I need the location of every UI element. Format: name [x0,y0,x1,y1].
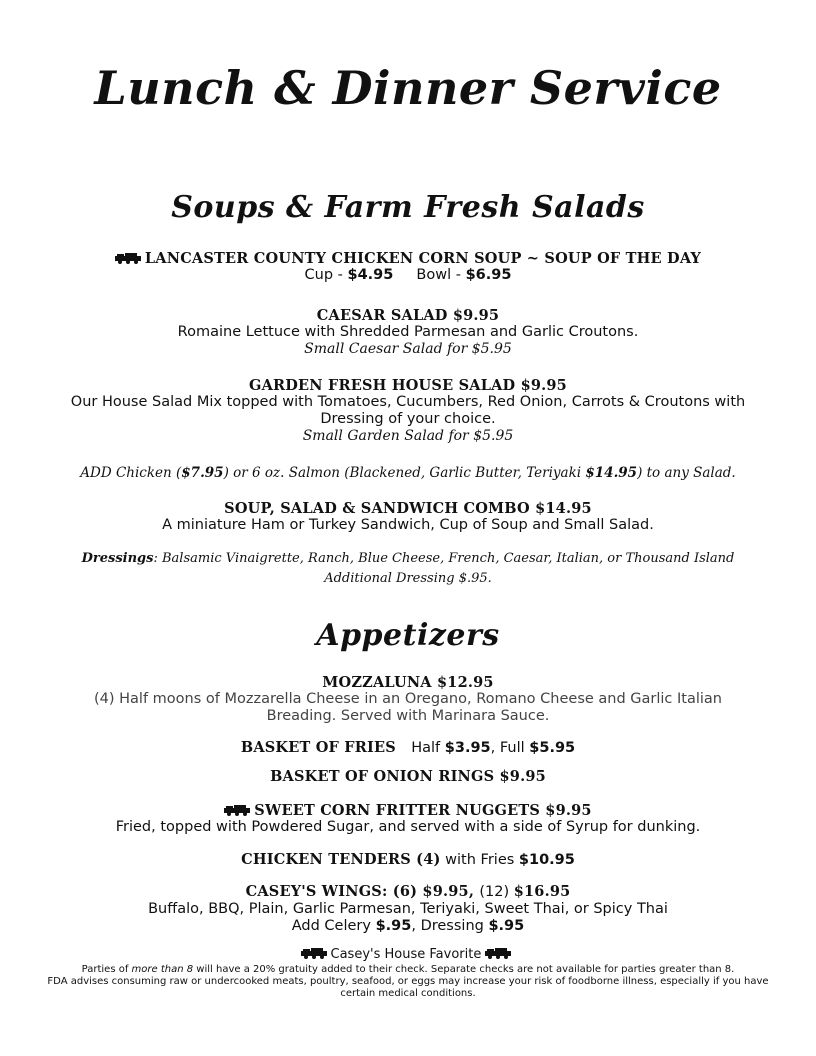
with-fries: with Fries [440,852,519,868]
item-name: BASKET OF FRIES [240,739,396,756]
train-caboose-icon [115,253,141,264]
bowl-price: $6.95 [465,267,512,283]
add-on-text-mid: ) or 6 oz. Salmon (Blackened, Garlic Butter, Teriyaki [223,465,586,481]
item-name: CAESAR SALAD $9.95 [316,307,500,324]
large-price: $16.95 [513,883,571,900]
small-portion: Small Garden Salad for $5.95 [302,428,514,444]
menu-item-fries [40,737,776,757]
full-price: $5.95 [529,740,576,756]
additional-dressing: Additional Dressing $.95. [324,571,492,586]
item-name: MOZZALUNA $12.95 [322,674,494,691]
item-name: CHICKEN TENDERS (4) [241,851,441,868]
legend-text: Casey's House Favorite [330,947,482,962]
party-gratuity-notice [30,964,786,976]
menu-item-corn-fritter [40,802,776,836]
cup-label: Cup - [304,267,348,283]
menu-item-caesar-salad [40,307,776,358]
dressings-label: Dressings [81,551,154,566]
fda-advisory: FDA advises consuming raw or undercooked meats, poultry, seafood, or eggs may increase your risk of foodborne illness, especially if you have certain medical conditions. [47,976,769,999]
menu-item-garden-salad [40,377,776,445]
menu-item-chicken-tenders [40,849,776,869]
half-price: $3.95 [444,740,491,756]
item-description: Romaine Lettuce with Shredded Parmesan and Garlic Croutons. [177,324,639,340]
soups-salads-heading: Soups & Farm Fresh Salads [171,190,645,225]
train-caboose-icon [485,948,511,959]
menu-item-combo [40,500,776,534]
large-size: (12) [479,884,514,900]
item-description: A miniature Ham or Turkey Sandwich, Cup of Soup and Small Salad. [162,517,654,533]
full-label: , Full [490,740,530,756]
item-description: Buffalo, BBQ, Plain, Garlic Parmesan, Teriyaki, Sweet Thai, or Spicy Thai [148,901,668,917]
house-favorite-legend [0,947,816,963]
notice-text: Parties of [81,964,132,975]
add-on-text-end: ) to any Salad. [637,465,736,481]
salad-add-on [40,465,776,482]
item-description: (4) Half moons of Mozzarella Cheese in an Oregano, Romano Cheese and Garlic Italian [94,691,722,707]
salmon-price: $14.95 [585,465,638,481]
celery-price: $.95 [375,918,412,934]
menu-item-wings [40,881,776,935]
item-name: CASEY'S WINGS: (6) $9.95, [245,883,480,900]
train-caboose-icon [224,805,250,816]
page-title: Lunch & Dinner Service [94,61,722,115]
appetizers-heading: Appetizers [316,618,500,653]
notice-text-end: will have a 20% gratuity added to their check. Separate checks are not available for parties greater than 8. [193,964,735,975]
item-description-cont: Dressing of your choice. [320,411,496,427]
dressing-label: , Dressing [411,918,489,934]
item-description: Fried, topped with Powdered Sugar, and served with a side of Syrup for dunking. [115,819,701,835]
dressings-options: : Balsamic Vinaigrette, Ranch, Blue Cheese, French, Caesar, Italian, or Thousand Island [153,551,735,566]
item-name: LANCASTER COUNTY CHICKEN CORN SOUP ~ SOUP OF THE DAY [144,250,702,267]
notice-emphasis: more than 8 [131,964,194,975]
item-description: Our House Salad Mix topped with Tomatoes, Cucumbers, Red Onion, Carrots & Croutons with [70,394,746,410]
item-name: BASKET OF ONION RINGS $9.95 [270,768,546,785]
item-description-cont: Breading. Served with Marinara Sauce. [266,708,550,724]
item-name: SWEET CORN FRITTER NUGGETS $9.95 [254,802,592,819]
celery-label: Add Celery [291,918,376,934]
item-price: $10.95 [518,852,575,868]
dressing-price: $.95 [488,918,525,934]
item-name: GARDEN FRESH HOUSE SALAD $9.95 [249,377,567,394]
half-label: Half [411,740,445,756]
train-caboose-icon [301,948,327,959]
dressings-list [40,549,776,589]
small-portion: Small Caesar Salad for $5.95 [304,341,512,357]
menu-item-chicken-corn-soup [40,250,776,284]
menu-item-mozzaluna [40,674,776,725]
cup-price: $4.95 [347,267,394,283]
menu-item-onion-rings [40,768,776,785]
item-name: SOUP, SALAD & SANDWICH COMBO $14.95 [224,500,592,517]
add-on-text: ADD Chicken ( [80,465,182,481]
bowl-label: Bowl - [416,267,466,283]
chicken-price: $7.95 [181,465,224,481]
